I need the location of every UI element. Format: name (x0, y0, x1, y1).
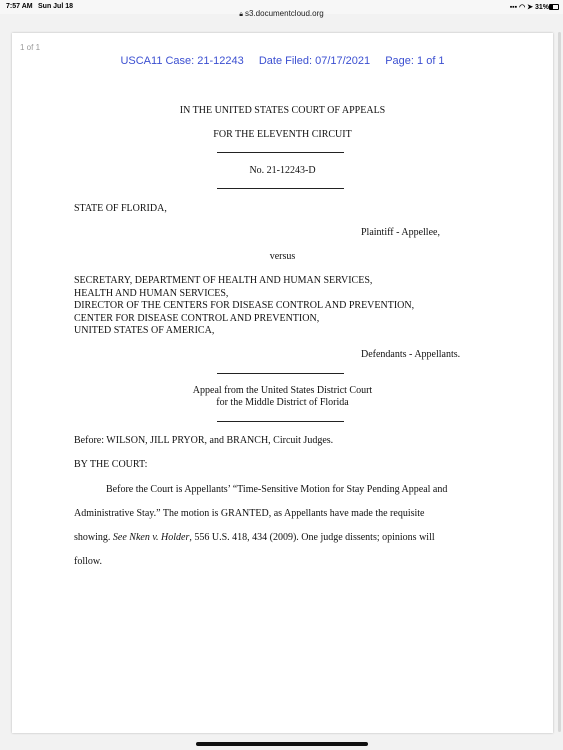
lock-icon: 🔒︎ (239, 11, 243, 18)
defendant-line: SECRETARY, DEPARTMENT OF HEALTH AND HUMAN SERVICES, (74, 275, 373, 286)
case-citation: See Nken v. Holder (112, 532, 190, 543)
url-text: s3.documentcloud.org (245, 9, 324, 18)
signal-icon: ▪▪▪ (509, 4, 518, 11)
plaintiff-role: Plaintiff - Appellee, (361, 227, 440, 238)
plaintiff-name: STATE OF FLORIDA, (74, 203, 167, 214)
divider (217, 421, 344, 422)
appeal-line2: for the Middle District of Florida (216, 397, 349, 408)
stamp-filed: Date Filed: 07/17/2021 (258, 55, 371, 67)
defendant-line: HEALTH AND HUMAN SERVICES, (74, 287, 229, 299)
court-name-line2: FOR THE ELEVENTH CIRCUIT (213, 129, 352, 140)
court-name-line1: IN THE UNITED STATES COURT OF APPEALS (179, 105, 386, 116)
status-date: Sun Jul 18 (38, 3, 74, 10)
divider (217, 152, 344, 153)
defendant-line: CENTER FOR DISEASE CONTROL AND PREVENTION, (74, 312, 320, 324)
divider (217, 373, 344, 374)
wifi-icon: ◠ (519, 4, 526, 11)
battery-level: 31% (534, 4, 549, 11)
defendant-line: UNITED STATES OF AMERICA, (74, 325, 215, 336)
stamp-page: Page: 1 of 1 (385, 55, 445, 67)
status-time: 7:57 AM (6, 3, 33, 10)
stamp-case: USCA11 Case: 21-12243 (120, 55, 244, 67)
location-icon: ➤ (527, 4, 534, 11)
filing-stamp (12, 55, 553, 67)
order-line: Before the Court is Appellants’ “Time-Sensitive Motion for Stay Pending Appeal and (106, 484, 448, 495)
defendants-list (74, 275, 414, 338)
versus-label: versus (269, 251, 296, 262)
defendant-line: DIRECTOR OF THE CENTERS FOR DISEASE CONTROL AND PREVENTION, (74, 300, 415, 311)
pdf-page (12, 33, 553, 733)
by-the-court: BY THE COURT: (74, 459, 148, 470)
order-line: Administrative Stay.” The motion is GRANTED, as Appellants have made the requisite (74, 508, 425, 519)
address-bar[interactable] (0, 9, 563, 23)
defendants-role: Defendants - Appellants. (361, 349, 461, 360)
scrollbar[interactable] (558, 32, 561, 732)
before-judges: Before: WILSON, JILL PRYOR, and BRANCH, Circuit Judges. (74, 435, 334, 446)
order-line (74, 532, 435, 543)
page-counter: 1 of 1 (20, 43, 41, 52)
order-text: , 556 U.S. 418, 434 (2009). One judge dissents; opinions will (189, 532, 435, 543)
order-line: follow. (74, 556, 102, 567)
appeal-line1: Appeal from the United States District Court (192, 385, 373, 396)
home-indicator[interactable] (196, 742, 368, 746)
pdf-viewer[interactable] (0, 24, 563, 740)
docket-number: No. 21-12243-D (249, 165, 316, 176)
divider (217, 188, 344, 189)
order-text: showing. (74, 532, 113, 543)
